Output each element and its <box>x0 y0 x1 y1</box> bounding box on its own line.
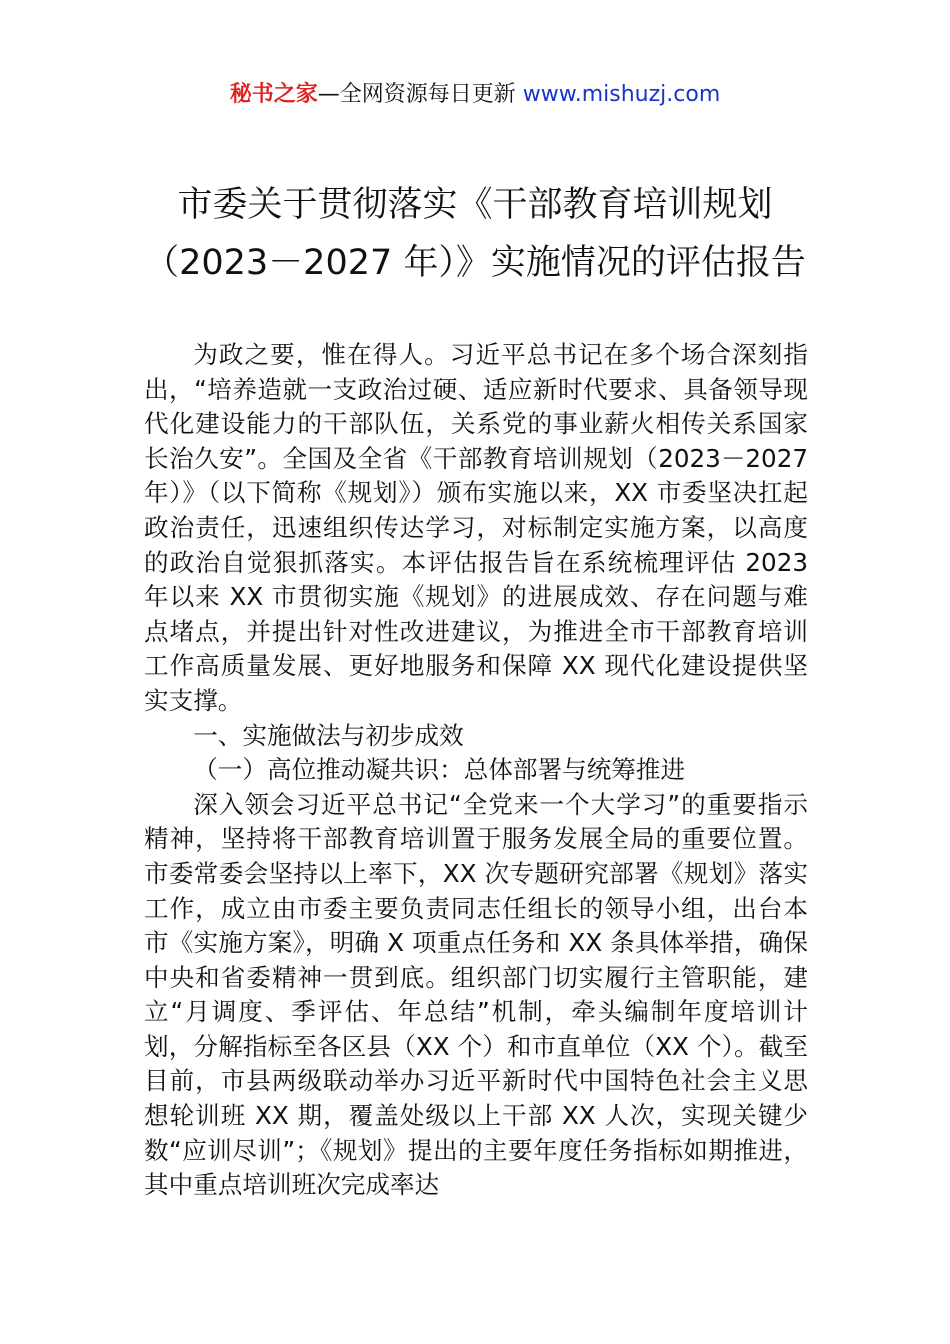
title-line-1: 市委关于贯彻落实《干部教育培训规划 <box>177 185 773 225</box>
site-name: 秘书之家 <box>229 82 318 107</box>
intro-paragraph: 为政之要，惟在得人。习近平总书记在多个场合深刻指出，“培养造就一支政治过硬、适应新时代要求、具备领导现代化建设能力的干部队伍，关系党的事业薪火相传关系国家长治久安”。全国及全省《干部教育培训规划（2023－2027 年）》（以下简称《规划》）颁布实施以来，XX 市委坚决扛起政治责任，迅速组织传达学习，对标制定实施方案，以高度的政治自觉狠抓落实。本评估报告旨在系统梳理评估 2023 年以来 XX 市贯彻实施《规划》的进展成效、存在问题与难点堵点，并提出针对性改进建议，为推进全市干部教育培训工作高质量发展、更好地服务和保障 XX 现代化建设提供坚实支撑。 <box>144 340 808 715</box>
body-paragraph: 深入领会习近平总书记“全党来一个大学习”的重要指示精神，坚持将干部教育培训置于服务发展全局的重要位置。市委常委会坚持以上率下，XX 次专题研究部署《规划》落实工作，成立由市委主要负责同志任组长的领导小组，出台本市《实施方案》，明确 X 项重点任务和 XX 条具体举措，确保中央和省委精神一贯到底。组织部门切实履行主管职能，建立“月调度、季评估、年总结”机制，牵头编制年度培训计划，分解指标至各区县（XX 个）和市直单位（XX 个）。截至目前，市县两级联动举办习近平新时代中国特色社会主义思想轮训班 XX 期，覆盖处级以上干部 XX 人次，实现关键少数“应训尽训”；《规划》提出的主要年度任务指标如期推进，其中重点培训班次完成率达 <box>144 789 808 1200</box>
subsection-heading-1: （一）高位推动凝共识：总体部署与统筹推进 <box>193 755 686 785</box>
document-body <box>144 338 808 1203</box>
document-title <box>100 176 850 292</box>
site-tagline: —全网资源每日更新 <box>317 82 516 107</box>
site-url-link[interactable]: www.mishuzj.com <box>522 82 721 107</box>
section-heading-1: 一、实施做法与初步成效 <box>193 720 464 750</box>
title-line-2: （2023－2027 年）》实施情况的评估报告 <box>144 243 806 283</box>
site-header <box>0 78 950 112</box>
